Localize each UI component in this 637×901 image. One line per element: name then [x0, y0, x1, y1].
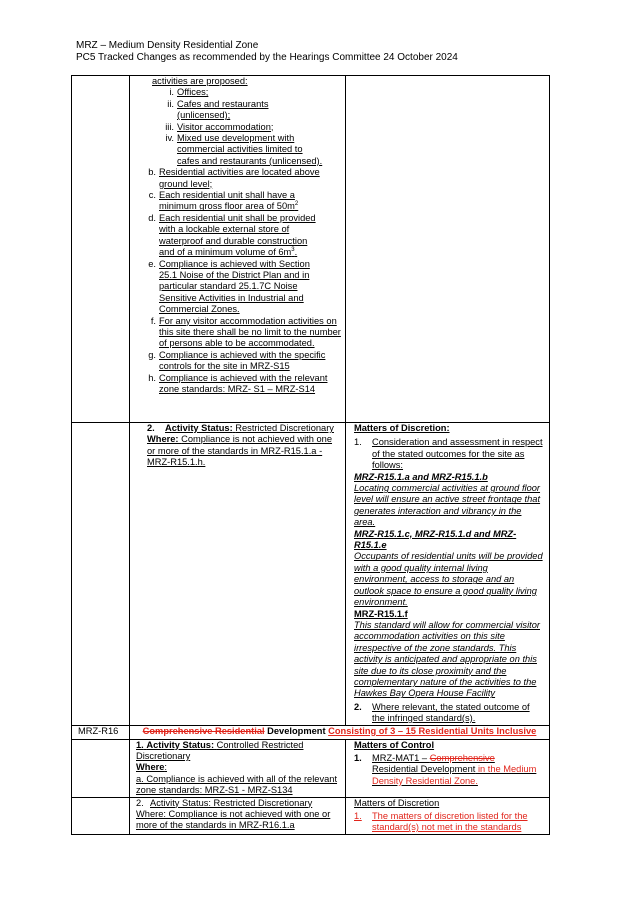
- conditions-cell: [130, 76, 346, 423]
- where-clause: Where: Compliance is not achieved with one or more of the standards in MRZ-R15.1.a - MRZ-R15.1.h.: [147, 434, 333, 468]
- rule-title-r16: Comprehensive Residential Development Consisting of 3 – 15 Residential Units Inclusive: [130, 725, 550, 739]
- roman-item-2: ii. Cafes and restaurants (unlicensed);: [167, 98, 269, 121]
- ref-r15-1ab: MRZ-R15.1.a and MRZ-R15.1.b: [354, 471, 488, 482]
- matter-1: 1. Consideration and assessment in respect of the stated outcomes for the site as follows:: [354, 437, 543, 471]
- condition-e: e. Compliance is achieved with Section 25.1 Noise of the District Plan and in particular standard 25.1.7C Noise Sensitive Activities in Industrial and Commercial Zones.: [148, 258, 310, 315]
- r16-restricted-status: 2. Activity Status: Restricted Discretionary: [136, 797, 313, 808]
- ref-r15-1cde-text: Occupants of residential units will be provided with a good quality internal living environment, access to storage and an outlook space to ensure a good quality living environment.: [354, 551, 543, 608]
- rule-code-mrz-r16: MRZ-R16: [72, 725, 130, 739]
- header-zone-title: MRZ – Medium Density Residential Zone: [76, 40, 259, 51]
- matters-of-control-title: Matters of Control: [354, 739, 435, 750]
- conditions-intro: activities are proposed:: [152, 76, 248, 86]
- roman-item-1: i. Offices;: [169, 87, 209, 98]
- roman-item-3: iii. Visitor accommodation;: [165, 121, 274, 132]
- rule-row-r16-controlled: [72, 739, 550, 797]
- roman-item-4: iv. Mixed use development with commercial activities limited to cafes and restaurants (unlicensed).: [165, 133, 323, 166]
- r16-where-text: a. Compliance is achieved with all of the relevant zone standards: MRZ-S1 - MRZ-S134: [136, 773, 338, 796]
- rule-row-r15-restricted: [72, 423, 550, 726]
- r16-where-label: Where:: [136, 762, 168, 773]
- r16-matters-title: Matters of Discretion: [354, 797, 440, 808]
- code-cell-empty-2: [72, 423, 130, 726]
- ref-r15-1ab-text: Locating commercial activities at ground floor level will ensure an active street frontage that generates interaction and vibrancy in the area.: [354, 483, 541, 528]
- condition-b: b. Residential activities are located above ground level;: [148, 167, 320, 189]
- r16-status-cell: [130, 739, 346, 797]
- page-header: [76, 40, 458, 64]
- activity-status-cell: [130, 423, 346, 726]
- ref-r15-1cde: MRZ-R15.1.c, MRZ-R15.1.d and MRZ-R15.1.e: [354, 528, 517, 551]
- matters-of-discretion-cell: [346, 423, 550, 726]
- condition-h: h. Compliance is achieved with the relevant zone standards: MRZ- S1 – MRZ-S14: [148, 372, 328, 394]
- rule-row-r15-conditions: [72, 76, 550, 423]
- rule-row-r16-restricted: [72, 797, 550, 834]
- ref-r15-1f-text: This standard will allow for commercial visitor accommodation activities on this site irrespective of the zone standards. This activity is anticipated and appropriate on this site due to its close proximity and the complementary nature of the activities to the Hawkes Bay Opera House Facility: [354, 619, 540, 699]
- code-cell-empty-5: [72, 797, 130, 834]
- r16-restricted-where: Where: Compliance is not achieved with one or more of the standards in MRZ-R16.1.a: [136, 809, 331, 831]
- matters-title: Matters of Discretion:: [354, 423, 450, 433]
- roman-list: [144, 87, 341, 167]
- control-1: 1. MRZ-MAT1 – Comprehensive Residential Development in the Medium Density Residential Zone.: [354, 752, 537, 786]
- condition-c: c. Each residential unit shall have a minimum gross floor area of $50m^2$: [148, 190, 299, 212]
- rule-row-r16-title: [72, 725, 550, 739]
- condition-d: d. Each residential unit shall be provided with a lockable external store of waterproof and durable construction and of a minimum volume of $6m^3$.: [148, 212, 316, 258]
- activity-status-restricted: 2. Activity Status: Restricted Discretionary: [147, 423, 334, 433]
- rules-table: [71, 75, 550, 835]
- r16-matter-1: 1. The matters of discretion listed for the standard(s) not met in the standards: [354, 811, 528, 833]
- r16-activity-status: 1. Activity Status: Controlled Restricted Discretionary: [136, 739, 304, 761]
- discretion-cell-empty: [346, 76, 550, 423]
- condition-g: g. Compliance is achieved with the specific controls for the site in MRZ-S15: [148, 349, 326, 372]
- header-tracked-changes-note: PC5 Tracked Changes as recommended by the Hearings Committee 24 October 2024: [76, 52, 458, 63]
- r16-matters-of-discretion-cell: [346, 797, 550, 834]
- ref-r15-1f: MRZ-R15.1.f: [354, 608, 408, 619]
- code-cell-empty: [72, 76, 130, 423]
- matter-2: 2. Where relevant, the stated outcome of the infringed standard(s).: [354, 701, 530, 724]
- code-cell-empty-4: [72, 739, 130, 797]
- matters-of-control-cell: [346, 739, 550, 797]
- r16-restricted-status-cell: [130, 797, 346, 834]
- condition-f: f. For any visitor accommodation activities on this site there shall be no limit to the number of persons able to be accommodated.: [150, 315, 341, 349]
